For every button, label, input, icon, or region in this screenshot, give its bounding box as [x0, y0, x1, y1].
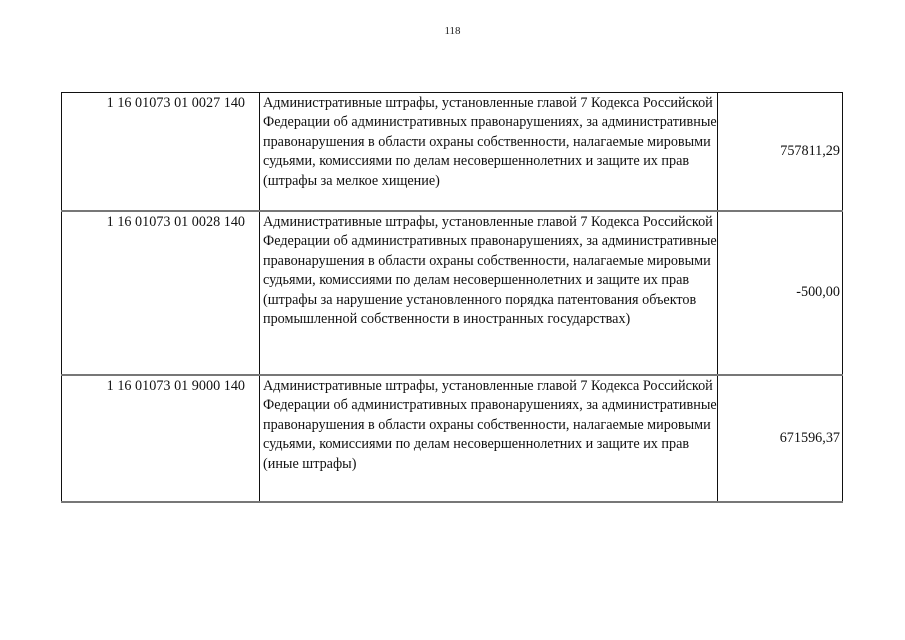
description-cell: Административные штрафы, установленные главой 7 Кодекса Российской Федерации об административных правонарушениях, за административные правонарушения в области охраны собственности, налагаемые мировыми судьями, комиссиями по делам несовершеннолетних и защите их прав (штрафы за мелкое хищение) [260, 93, 718, 212]
budget-code-cell: 1 16 01073 01 0028 140 [62, 211, 260, 375]
table-row [62, 93, 843, 212]
budget-code-cell: 1 16 01073 01 9000 140 [62, 375, 260, 502]
page-number: 118 [444, 25, 461, 37]
description-cell: Административные штрафы, установленные главой 7 Кодекса Российской Федерации об административных правонарушениях, за административные правонарушения в области охраны собственности, налагаемые мировыми судьями, комиссиями по делам несовершеннолетних и защите их прав (иные штрафы) [260, 375, 718, 502]
amount-cell: 757811,29 [718, 93, 843, 212]
table-row [62, 375, 843, 502]
table-row [62, 211, 843, 375]
budget-code-cell: 1 16 01073 01 0027 140 [62, 93, 260, 212]
description-cell: Административные штрафы, установленные главой 7 Кодекса Российской Федерации об административных правонарушениях, за административные правонарушения в области охраны собственности, налагаемые мировыми судьями, комиссиями по делам несовершеннолетних и защите их прав (штрафы за нарушение установленного порядка патентования объектов промышленной собственности в иностранных государствах) [260, 211, 718, 375]
amount-cell: -500,00 [718, 211, 843, 375]
amount-cell: 671596,37 [718, 375, 843, 502]
budget-revenue-table [61, 92, 843, 503]
